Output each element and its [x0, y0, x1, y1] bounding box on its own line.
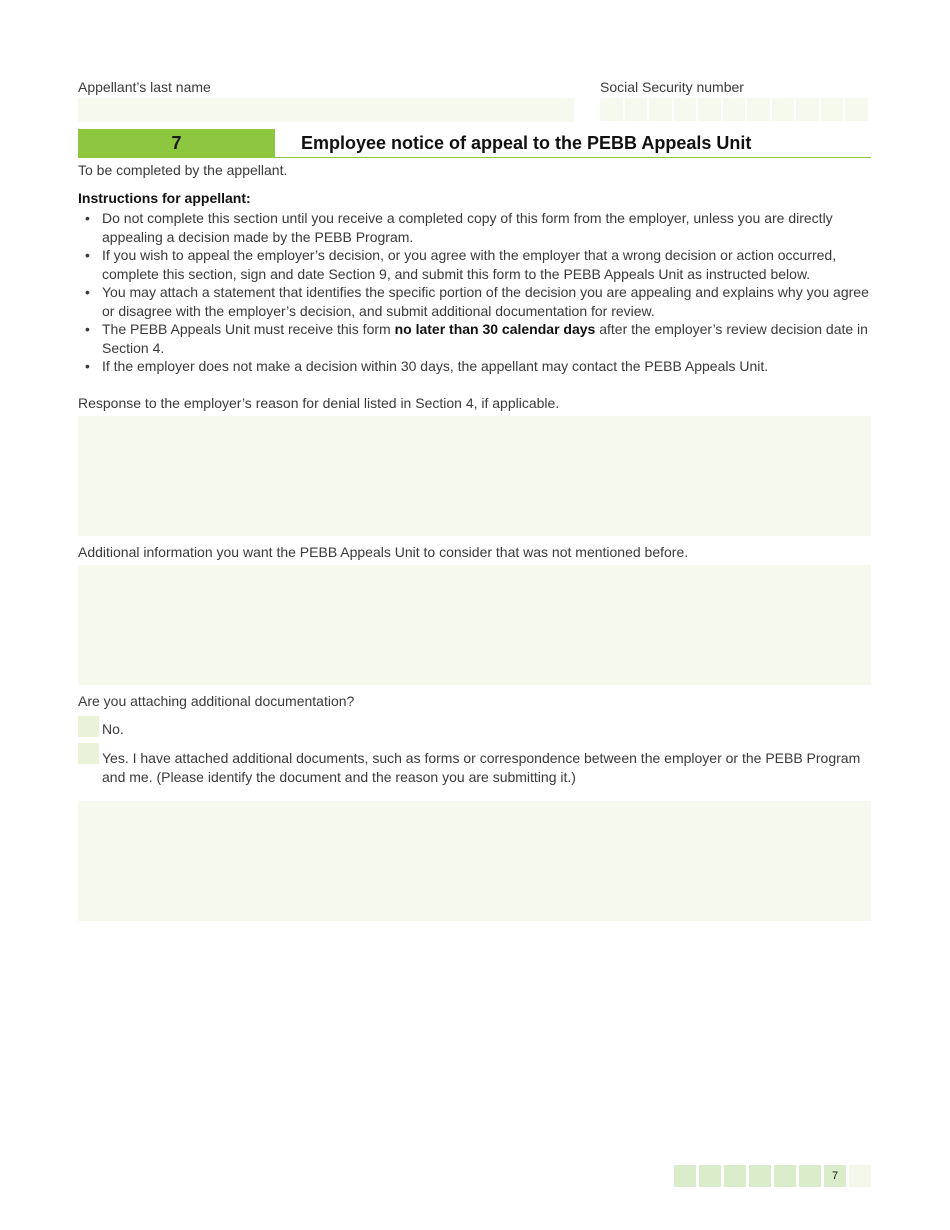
page-number: 7: [824, 1165, 846, 1187]
footer-box: [799, 1165, 821, 1187]
response-label: Response to the employer’s reason for denial listed in Section 4, if applicable.: [78, 395, 560, 411]
ssn-digit-box[interactable]: [698, 98, 721, 121]
ssn-input-group[interactable]: [600, 98, 868, 121]
footer-box: [699, 1165, 721, 1187]
instruction-item: • Do not complete this section until you receive a completed copy of this form from the employer, unless you are directly appealing a decision made by the PEBB Program.: [78, 209, 873, 246]
footer-box: [774, 1165, 796, 1187]
instructions-title: Instructions for appellant:: [78, 190, 251, 206]
ssn-digit-box[interactable]: [747, 98, 770, 121]
instructions-list: [78, 209, 873, 376]
last-name-input[interactable]: [78, 98, 574, 122]
footer-box: [674, 1165, 696, 1187]
section-header: [78, 129, 871, 158]
ssn-digit-box[interactable]: [600, 98, 623, 121]
ssn-digit-box[interactable]: [796, 98, 819, 121]
footer-box: [849, 1165, 871, 1187]
page-footer: [674, 1165, 871, 1187]
response-textarea[interactable]: [78, 416, 871, 536]
documents-description-textarea[interactable]: [78, 801, 871, 921]
yes-option-label: Yes. I have attached additional documents, such as forms or correspondence between the employer or the PEBB Program and me. (Please identify the document and the reason you are submitting it.): [102, 750, 861, 785]
instruction-item: [78, 320, 873, 357]
last-name-label: Appellant’s last name: [78, 79, 211, 95]
instruction-text: The PEBB Appeals Unit must receive this form: [102, 321, 395, 337]
footer-box: [724, 1165, 746, 1187]
instruction-item: • If you wish to appeal the employer’s decision, or you agree with the employer that a wrong decision or action occurred, complete this section, sign and date Section 9, and submit this form to the PEBB Appeals Unit as instructed below.: [78, 246, 873, 283]
additional-info-textarea[interactable]: [78, 565, 871, 685]
footer-box: [749, 1165, 771, 1187]
no-option-label: No.: [102, 721, 124, 737]
no-checkbox[interactable]: [78, 716, 99, 737]
instruction-item: • If the employer does not make a decision within 30 days, the appellant may contact the PEBB Appeals Unit.: [78, 357, 873, 376]
ssn-digit-box[interactable]: [821, 98, 844, 121]
ssn-digit-box[interactable]: [649, 98, 672, 121]
deadline-emphasis: no later than 30 calendar days: [394, 321, 596, 337]
ssn-digit-box[interactable]: [674, 98, 697, 121]
ssn-label: Social Security number: [600, 79, 744, 95]
instruction-text: after the employer’s review decision date in Section 4.: [102, 321, 868, 356]
section-number: 7: [78, 129, 275, 157]
ssn-digit-box[interactable]: [772, 98, 795, 121]
section-subtitle: To be completed by the appellant.: [78, 162, 288, 178]
attachments-question: Are you attaching additional documentation?: [78, 693, 355, 709]
additional-info-label: Additional information you want the PEBB Appeals Unit to consider that was not mentioned before.: [78, 544, 689, 560]
ssn-digit-box[interactable]: [845, 98, 868, 121]
instruction-item: • You may attach a statement that identifies the specific portion of the decision you are appealing and explains why you agree or disagree with the employer’s decision, and submit additional documentation for review.: [78, 283, 873, 320]
yes-checkbox[interactable]: [78, 743, 99, 764]
ssn-digit-box[interactable]: [625, 98, 648, 121]
section-title: Employee notice of appeal to the PEBB Appeals Unit: [301, 133, 752, 153]
ssn-digit-box[interactable]: [723, 98, 746, 121]
